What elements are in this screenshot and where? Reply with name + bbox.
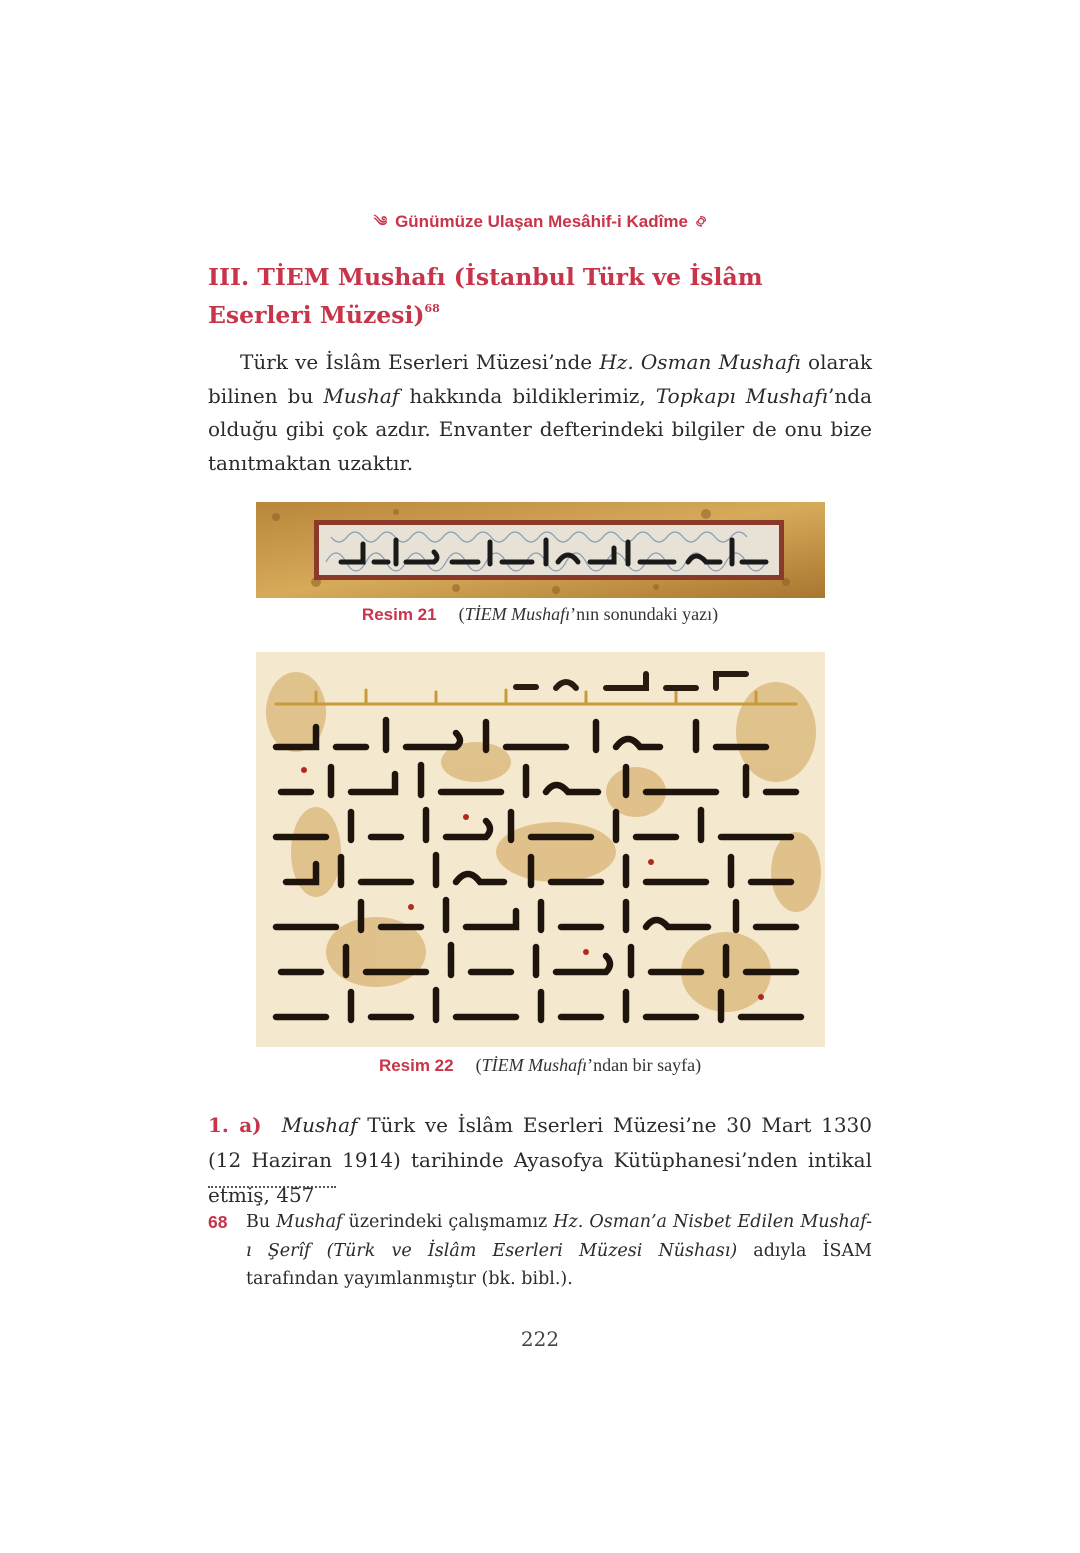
running-head <box>0 205 1080 245</box>
section-heading <box>208 262 848 331</box>
running-head-text: Günümüze Ulaşan Mesâhif-i Kadîme <box>395 212 688 231</box>
list-item <box>208 1108 872 1213</box>
caption-text: ( <box>458 604 465 624</box>
footnote-separator <box>208 1186 336 1188</box>
fn-text: üzerindeki çalışmamız <box>342 1212 554 1232</box>
section-heading-text: III. TİEM Mushafı (İstanbul Türk ve İslâm Eserleri Müzesi) <box>208 263 763 329</box>
footnote-number: 68 <box>208 1212 228 1232</box>
para-text: hakkında bildiklerimiz, <box>399 383 656 408</box>
figure-colophon-image <box>256 502 825 598</box>
ornament-right-icon: ࿂ <box>695 213 707 229</box>
para-italic: Hz. Osman Mushafı <box>599 350 801 374</box>
para-text: olarak bilinen bu <box>208 350 872 408</box>
fn-italic: Hz. Osman’a Nisbet Edilen Mushaf-ı Şerîf (Türk ve İslâm Eserleri Müzesi Nüshası) <box>246 1212 872 1261</box>
para-italic: Topkapı Mushafı <box>655 383 829 408</box>
fn-text: adıyla İSAM tarafından yayımlanmıştır (bk. bibl.). <box>246 1240 873 1289</box>
para-text: ’nda olduğu gibi çok azdır. Envanter defterindeki bilgiler de onu bize tanıtmaktan uzaktır. <box>208 383 872 475</box>
figure1-caption <box>0 604 1080 625</box>
caption-text: ’nın sonundaki yazı) <box>570 604 719 624</box>
para-text: Türk ve İslâm Eserleri Müzesi’nde <box>240 350 600 374</box>
footnote-text <box>246 1208 872 1294</box>
footnote <box>208 1208 872 1294</box>
fn-italic: Mushaf <box>276 1212 343 1232</box>
caption-italic: TİEM Mushafı <box>481 1055 588 1075</box>
caption-text: ’ndan bir sayfa) <box>587 1055 702 1075</box>
figure1-label: Resim 21 <box>361 605 437 624</box>
figure2-caption <box>0 1055 1080 1076</box>
item-text: Türk ve İslâm Eserleri Müzesi’ne 30 Mart 1330 (12 Haziran 1914) tarihinde Ayasofya Kütüphanesi’nden intikal etmiş, 457 <box>208 1113 873 1207</box>
page-number: 222 <box>520 1327 560 1351</box>
figure2-label: Resim 22 <box>378 1056 454 1075</box>
fn-text: Bu <box>246 1212 277 1232</box>
caption-italic: TİEM Mushafı <box>464 604 571 624</box>
body-paragraph <box>208 346 872 480</box>
figure-quran-page-image <box>256 652 825 1047</box>
ornament-left-icon: ༄ <box>373 213 388 229</box>
item-number: 1. a) <box>208 1113 262 1137</box>
caption-text: ( <box>475 1055 482 1075</box>
para-italic: Mushaf <box>323 383 400 408</box>
footnote-ref[interactable]: 68 <box>424 302 440 315</box>
item-italic: Mushaf <box>281 1113 358 1137</box>
